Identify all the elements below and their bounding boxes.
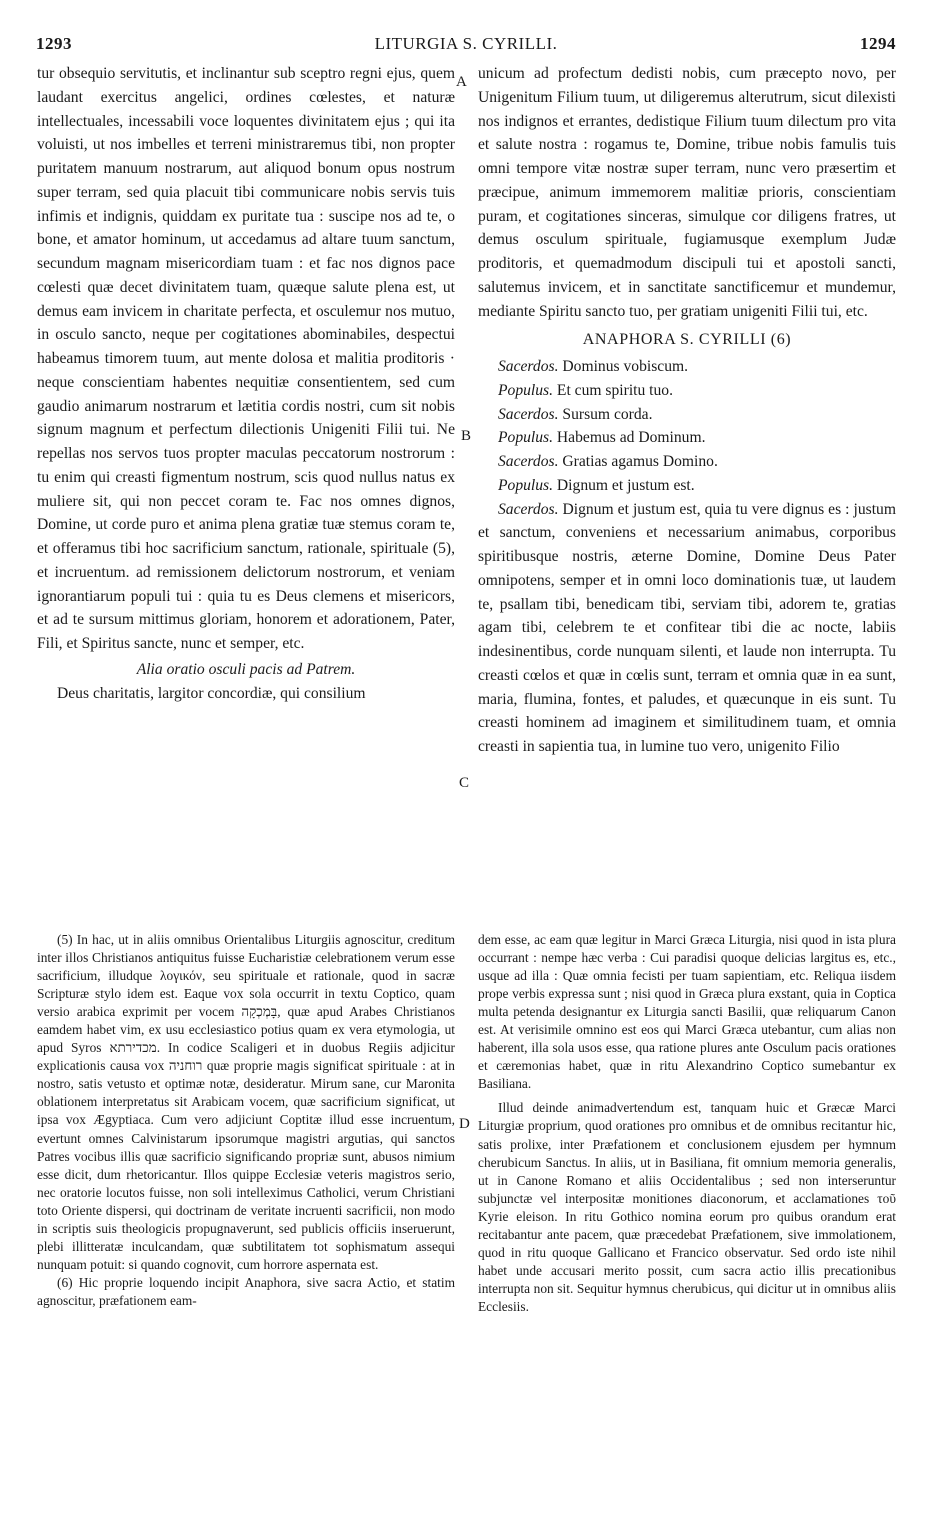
page-number-right: 1294 — [860, 34, 896, 53]
footnotes-right — [478, 931, 896, 1316]
margin-letter-a: A — [456, 74, 467, 90]
dialogue-text: Gratias agamus Domino. — [562, 453, 718, 470]
footnote-5: (5) In hac, ut in aliis omnibus Orientalibus Liturgiis agnoscitur, creditum inter illos Christianos antiquitus fuisse Eucharistiæ celebrationem verum esse sacrificium, illudque λογικόν, seu spirituale et rationale, quod in sacræ Scripturæ stylo idem est. Eaque vox sola occurrit in textu Coptico, quam versio arabica exprimit per vocem בָּמְכְקָה, quæ apud Arabes Christianos eamdem habet vim, ex usu ecclesiastico potius quam ex vera etymologia, ut apud Syros מכדירתא. In codice Scaligeri et in duobus Regiis adjicitur explicationis causa vox רוחניה quæ proprie magis significat spirituale : at in nostro, satis vetusto et optimæ notæ, desideratur. Mirum sane, cur Maronita oblationem interpretatus sit Arabicam vocem, quæ sacrificium significat, ut ipsa vox Ægyptiaca. Cum vero adjiciunt Coptitæ illud esse incruentum, evertunt omnes Calvinistarum ipsorumque magistri argutias, qui sanctos Patres vocibus illis quæ sacrificio significando propriæ sunt, abusos nimium esse dicit, dum rhetoricantur. Illos quippe Ecclesiæ veteris magistros serio, nec oratorie locutos fuisse, non soli intelleximus Catholici, verum Christiani toto Oriente dispersi, qui doctrinam de veritate incruenti sacrificii, non modo in scriptis suis theologicis propugnaverunt, sed publicis officiis inseruerunt, plebi illitteratæ inculcandam, quæ subtilitatem tot sophismatum assequi nunquam potuit: si quando cognovit, cum horrore aspernata est. — [37, 932, 456, 1272]
left-paragraph-continued: Deus charitatis, largitor concordiæ, qui consilium — [57, 684, 366, 702]
dialogue-text: Dominus vobiscum. — [562, 358, 689, 375]
dialogue-line — [478, 379, 896, 403]
dialogue-speaker: Sacerdos. — [498, 453, 559, 470]
section-heading: ANAPHORA S. CYRILLI (6) — [582, 331, 792, 349]
footnotes-left — [37, 931, 455, 1310]
footnote-6-second-paragraph: Illud deinde animadvertendum est, tanquam huic et Græcæ Marci Liturgiæ proprium, quod orationes pro omnibus et de omnibus recitantur hic, satis prolixe, inter Præfationem et conclusionem ejusdem per hymnum cherubicum Sanctus. In aliis, ut in Basiliana, fit omnium memoria generalis, ut in Canone Romano et aliis Occidentalibus ; sed non interseruntur subjunctæ vel interpositæ monitiones diaconorum, et acclamationes τοῦ Kyrie eleison. In ritu Gothico nomina eorum pro quibus orandum erat recitabantur ante pacem, quæ præcedebat Præfationem, sive immolationem, quod in ritu quoque Gallicano et Francico observatur. Sed ordo iste nihil habet unde accusari merito possit, cum sacra actio illis precationibus interrupta non sit. Sequitur hymnus cherubicus, qui dicitur ut in omnibus aliis Ecclesiis. — [478, 1100, 896, 1314]
running-title: LITURGIA S. CYRILLI. — [374, 34, 558, 53]
dialogue-speaker: Populus. — [498, 476, 554, 494]
footnote-6-continued: dem esse, ac eam quæ legitur in Marci Græca Liturgia, nisi quod in ista plura occurrant : nempe hæc verba : Cui paradisi quoque delicias largitus es, etc., usque ad illa : Quæ omnia fecisti per tuam sapientiam, etc. Reliqua iisdem prope verbis expressa sunt ; nisi quod in Græca plura exstant, quia in Coptica multa petenda designantur ex Liturgia sancti Basilii, quæ reliquarum Canon est. At verisimile omnino est eos qui Marci Græca utebantur, cum alias non haberent, illa sola usos esse, qua ratione plures ante Osculum pacis orationes et cæremonias habet, quæ in ritu Alexandrino Coptico sumebantur ex Basiliana. — [478, 932, 896, 1092]
dialogue-line — [478, 474, 896, 498]
page-header — [36, 34, 896, 58]
dialogue-text: Habemus ad Dominum. — [556, 429, 706, 447]
margin-letter-c: C — [459, 775, 470, 791]
preface-paragraph — [478, 498, 896, 759]
dialogue-text: Sursum corda. — [562, 405, 653, 423]
right-paragraph: unicum ad profectum dedisti nobis, cum præcepto novo, per Unigenitum Filium tuum, ut diligeremus alterutrum, sicut dilexisti nos indignos et errantes, dedistique Filium tuum dilectum pro vita et salute nostra : rogamus te, Domine, tribue nobis famulis tuis omni tempore vitæ nostræ super terram, nunc vero præsertim et præcipue, animum immemorem malitiæ prioris, conscientiam puram, et cogitationes sinceras, simulque cor diligens fratres, ut demus osculum spirituale, fugiamusque exemplum Judæ proditoris, et quemadmodum discipuli tui et apostoli sancti, salutemus invicem, et in sanctitate sanctificemur et mundemur, mediante Spiritu sancto tuo, per gratiam unigeniti Filii tui, etc. — [478, 65, 896, 320]
preface-speaker: Sacerdos. — [498, 500, 559, 518]
dialogue-speaker: Populus. — [498, 381, 554, 399]
margin-letter-b: B — [461, 428, 472, 444]
dialogue-speaker: Populus. — [498, 429, 554, 447]
margin-letter-d: D — [459, 1116, 470, 1132]
dialogue-line — [478, 450, 896, 474]
dialogue-speaker: Sacerdos. — [498, 405, 559, 423]
dialogue-text: Et cum spiritu tuo. — [556, 381, 673, 399]
left-paragraph: tur obsequio servitutis, et inclinantur sub sceptro regni ejus, quem laudant exercitus angelici, ordines cœlestes, et naturæ intellectuales, incessabili voce loquentes divinitatem ejus ; qui ita voluisti, ut nos imbelles et terreni ministraremus tibi, non propter puritatem manuum nostrarum, aut aliquod bonum opus nostrum super terram, sed quia placuit tibi communicare nobis servis tuis infimis et indignis, quiddam ex puritate tua : suscipe nos ad te, o bone, et amator hominum, ut accedamus ad altare tuum sanctum, secundum magnam misericordiam tuam : et fac nos dignos pace cœlesti quæ decet divinitatem tuam, quæque salute plena est, ut demus eam invicem in charitate perfecta, et osculemur nos mutuo, in osculo sancto, neque per cogitationes abominabiles, despectui habeamus timorem tuum, aut mente dolosa et malitia proditoris · neque conscientiam habentes nequitiæ consentientem, sed cum gaudio animarum nostrarum et lætitia cordis nostri, cum sit nobis signum magnum et perfectum dilectionis Unigeniti Filii tui. Ne repellas nos servos tuos propter maculas peccatorum nostrorum : tu enim qui creasti figmentum nostrum, scis quod nullus natus ex muliere sit, qui non peccet coram te. Fac nos omnes dignos, Domine, ut corde puro et anima plena gratiæ tuæ stemus coram te, et offeramus tibi hoc sacrificium sanctum, rationale, spirituale (5), et incruentum. ad remissionem delictorum nostrorum, et veniam ignorantiarum populi tui : quia tu es Deus clemens et misericors, et ad te sursum mittimus gloriam, honorem et adorationem, Pater, Fili, et Spiritus sancte, nunc et semper, etc. — [37, 65, 455, 652]
dialogue-line — [478, 403, 896, 427]
dialogue-line — [478, 426, 896, 450]
left-column-text — [37, 62, 455, 705]
dialogue-line — [478, 355, 896, 379]
preface-text: Dignum et justum est, quia tu vere dignus es : justum et sanctum, conveniens et necessarium animabus, corporibus spiritibusque nostris, æterne Domine, Domine Deus Pater omnipotens, semper et in omni loco dominationis tuæ, ut laudem te, psallam tibi, benedicam tibi, serviam tibi, adorem te, gratias agam tibi, celebrem te et confitear tibi die ac nocte, labiis indesinentibus, corde nunquam silenti, et laude non interrupta. Tu creasti cœlos et quæ in cœlis sunt, terram et omnia quæ in ea sunt, maria, flumina, fontes, et paludes, et quæcunque in eis sunt. Tu creasti hominem ad imaginem et similitudinem tuam, et omnia creasti in sapientia tua, in lumine tuo vero, unigenito Filio — [478, 500, 896, 755]
right-column-text — [478, 62, 896, 759]
footnote-6: (6) Hic proprie loquendo incipit Anaphora, sive sacra Actio, et statim agnoscitur, præfationem eam- — [37, 1274, 455, 1308]
dialogue-text: Dignum et justum est. — [556, 476, 695, 494]
dialogue-speaker: Sacerdos. — [498, 358, 559, 375]
page-number-left: 1293 — [36, 34, 72, 53]
left-subheading: Alia oratio osculi pacis ad Patrem. — [136, 660, 356, 678]
